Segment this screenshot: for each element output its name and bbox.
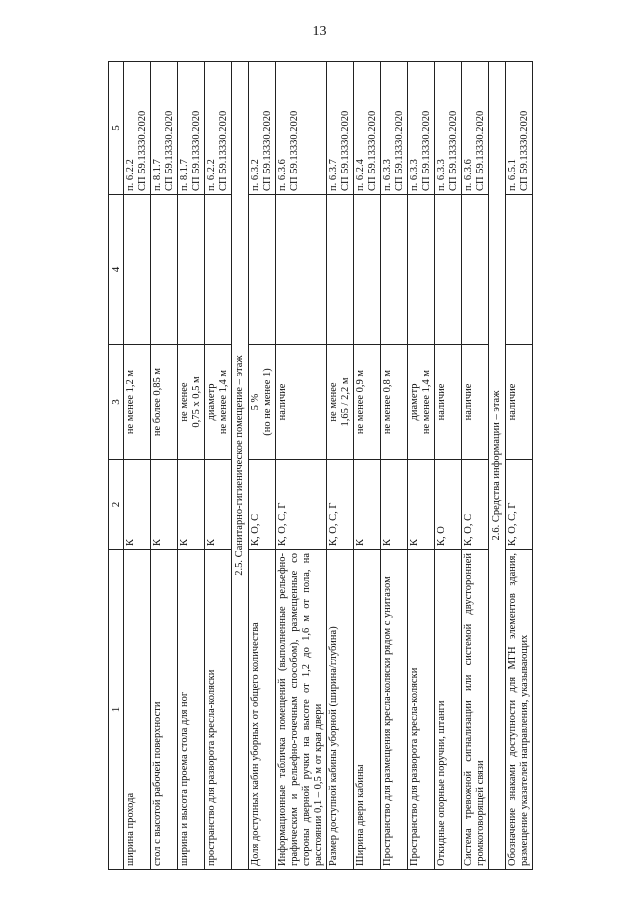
table-row bbox=[151, 62, 178, 870]
parameter-cell: Ширина двери кабины bbox=[354, 550, 381, 870]
table-row bbox=[276, 62, 327, 870]
actual-value-cell bbox=[249, 195, 276, 345]
reference-cell: п. 6.2.2 СП 59.13330.2020 bbox=[205, 62, 232, 195]
requirement-cell: не более 0,85 м bbox=[151, 345, 178, 460]
requirement-cell: наличие bbox=[506, 345, 533, 460]
reference-cell: п. 6.2.2 СП 59.13330.2020 bbox=[124, 62, 151, 195]
section-title: 2.6. Средства информации – этаж bbox=[489, 62, 506, 870]
table-header-row bbox=[109, 62, 124, 870]
reference-cell: п. 6.3.2 СП 59.13330.2020 bbox=[249, 62, 276, 195]
category-cell: К bbox=[124, 460, 151, 550]
table-row bbox=[506, 62, 533, 870]
requirement-cell: 5 % (но не менее 1) bbox=[249, 345, 276, 460]
actual-value-cell bbox=[462, 195, 489, 345]
table-row bbox=[178, 62, 205, 870]
requirements-table bbox=[108, 61, 533, 870]
actual-value-cell bbox=[408, 195, 435, 345]
parameter-cell: Система тревожной сигнализации или системой двусторонней громкоговорящей связи bbox=[462, 550, 489, 870]
requirement-cell: не менее 1,65 / 2,2 м bbox=[327, 345, 354, 460]
category-cell: К bbox=[205, 460, 232, 550]
category-cell: К, О, С, Г bbox=[506, 460, 533, 550]
parameter-cell: стол с высотой рабочей поверхности bbox=[151, 550, 178, 870]
page-number: 13 bbox=[312, 24, 327, 39]
category-cell: К bbox=[178, 460, 205, 550]
actual-value-cell bbox=[205, 195, 232, 345]
column-number-3: 3 bbox=[109, 345, 124, 460]
column-number-2: 2 bbox=[109, 460, 124, 550]
landscape-table bbox=[108, 62, 613, 870]
reference-cell: п. 6.3.6 СП 59.13330.2020 bbox=[276, 62, 327, 195]
category-cell: К, О, С, Г bbox=[327, 460, 354, 550]
actual-value-cell bbox=[381, 195, 408, 345]
reference-cell: п. 6.5.1 СП 59.13330.2020 bbox=[506, 62, 533, 195]
reference-cell: п. 8.1.7 СП 59.13330.2020 bbox=[151, 62, 178, 195]
section-row bbox=[232, 62, 249, 870]
rotated-table-wrapper bbox=[108, 62, 613, 870]
category-cell: К bbox=[381, 460, 408, 550]
table-row bbox=[249, 62, 276, 870]
column-number-5: 5 bbox=[109, 62, 124, 195]
table-row bbox=[408, 62, 435, 870]
reference-cell: п. 6.3.7 СП 59.13330.2020 bbox=[327, 62, 354, 195]
parameter-cell: Информационные табличка помещений (выполненные рельефно-графическим и рельефно-точечным способом), размещенные со стороны дверной ручки на высоте от 1,2 до 1,6 м от пола, на расстоянии 0,1 – 0,5 м от края двери bbox=[276, 550, 327, 870]
requirement-cell: не менее 0,9 м bbox=[354, 345, 381, 460]
table-row bbox=[354, 62, 381, 870]
requirement-cell: наличие bbox=[462, 345, 489, 460]
table-row bbox=[381, 62, 408, 870]
category-cell: К, О, С bbox=[249, 460, 276, 550]
table-row bbox=[205, 62, 232, 870]
reference-cell: п. 6.3.3 СП 59.13330.2020 bbox=[381, 62, 408, 195]
actual-value-cell bbox=[178, 195, 205, 345]
actual-value-cell bbox=[151, 195, 178, 345]
requirement-cell: не менее 1,2 м bbox=[124, 345, 151, 460]
category-cell: К, О, С, Г bbox=[276, 460, 327, 550]
requirement-cell: наличие bbox=[435, 345, 462, 460]
table-row bbox=[435, 62, 462, 870]
category-cell: К bbox=[408, 460, 435, 550]
parameter-cell: Пространство для размещения кресла-коляски рядом с унитазом bbox=[381, 550, 408, 870]
actual-value-cell bbox=[506, 195, 533, 345]
section-row bbox=[489, 62, 506, 870]
section-title: 2.5. Санитарно-гигиеническое помещение – этаж bbox=[232, 62, 249, 870]
table-row bbox=[124, 62, 151, 870]
actual-value-cell bbox=[327, 195, 354, 345]
category-cell: К bbox=[354, 460, 381, 550]
reference-cell: п. 6.3.6 СП 59.13330.2020 bbox=[462, 62, 489, 195]
actual-value-cell bbox=[435, 195, 462, 345]
parameter-cell: Обозначение знаками доступности для МГН элементов здания, размещение указателей направления, указывающих bbox=[506, 550, 533, 870]
requirement-cell: не менее 0,75 х 0,5 м bbox=[178, 345, 205, 460]
parameter-cell: ширина прохода bbox=[124, 550, 151, 870]
table-row bbox=[462, 62, 489, 870]
parameter-cell: ширина и высота проема стола для ног bbox=[178, 550, 205, 870]
parameter-cell: Размер доступной кабины уборной (ширина/глубина) bbox=[327, 550, 354, 870]
reference-cell: п. 8.1.7 СП 59.13330.2020 bbox=[178, 62, 205, 195]
table-row bbox=[327, 62, 354, 870]
parameter-cell: Доля доступных кабин уборных от общего количества bbox=[249, 550, 276, 870]
requirement-cell: не менее 0,8 м bbox=[381, 345, 408, 460]
requirement-cell: диаметр не менее 1,4 м bbox=[408, 345, 435, 460]
category-cell: К bbox=[151, 460, 178, 550]
reference-cell: п. 6.3.3 СП 59.13330.2020 bbox=[408, 62, 435, 195]
actual-value-cell bbox=[124, 195, 151, 345]
column-number-4: 4 bbox=[109, 195, 124, 345]
actual-value-cell bbox=[354, 195, 381, 345]
column-number-1: 1 bbox=[109, 550, 124, 870]
reference-cell: п. 6.3.3 СП 59.13330.2020 bbox=[435, 62, 462, 195]
parameter-cell: Откидные опорные поручни, штанги bbox=[435, 550, 462, 870]
requirement-cell: диаметр не менее 1,4 м bbox=[205, 345, 232, 460]
actual-value-cell bbox=[276, 195, 327, 345]
category-cell: К, О bbox=[435, 460, 462, 550]
requirement-cell: наличие bbox=[276, 345, 327, 460]
parameter-cell: Пространство для разворота кресла-коляски bbox=[408, 550, 435, 870]
parameter-cell: пространство для разворота кресла-коляски bbox=[205, 550, 232, 870]
category-cell: К, О, С bbox=[462, 460, 489, 550]
reference-cell: п. 6.2.4 СП 59.13330.2020 bbox=[354, 62, 381, 195]
